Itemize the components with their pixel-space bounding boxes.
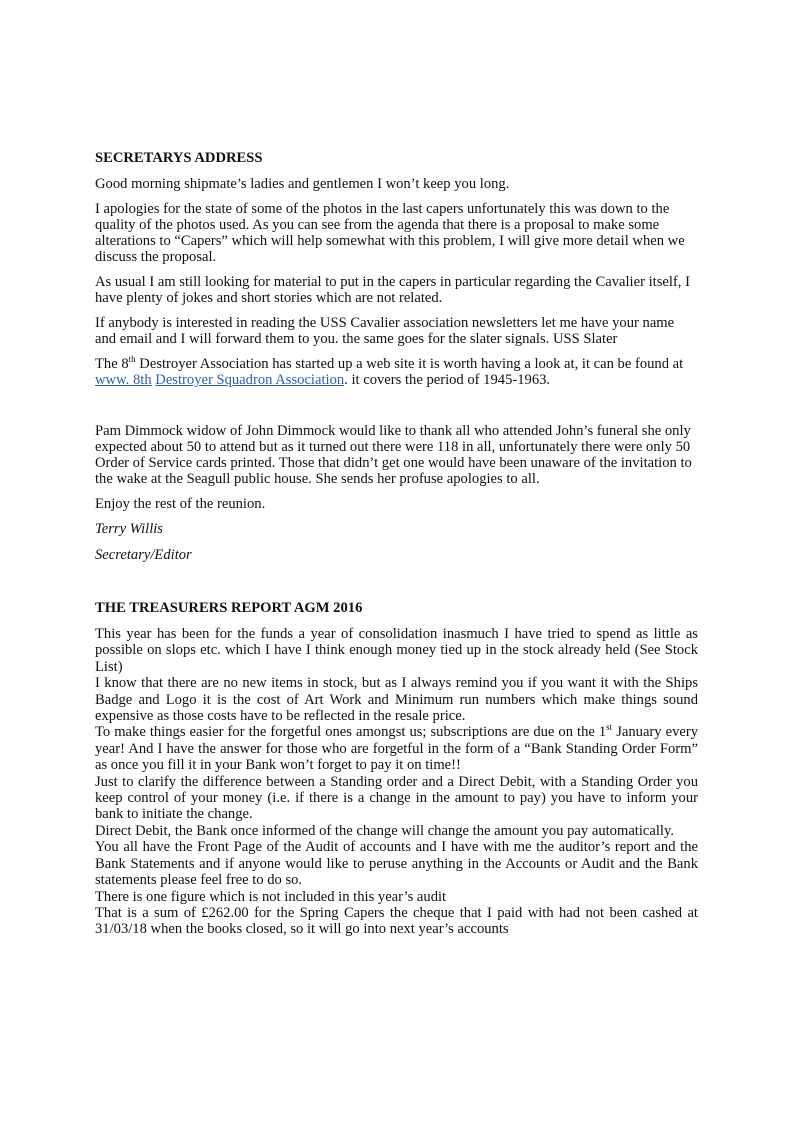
- website-paragraph: The 8th Destroyer Association has started up a web site it is worth having a look at, it can be found at www. 8th Destroyer Squadron Association. it covers the period of 1945-1963.: [95, 354, 684, 388]
- treasurer-line-1: This year has been for the funds a year of consolidation inasmuch I have tried to spend as little as possible on slops etc. which I have I think enough money tied up in the stock already held (See Stock List): [95, 626, 698, 675]
- treasurer-line-8: That is a sum of £262.00 for the Spring Capers the cheque that I paid with had not been cashed at 31/03/18 when the books closed, so it will go into next year’s accounts: [95, 904, 698, 938]
- website-link-part1[interactable]: www. 8th: [95, 372, 152, 388]
- treasurer-heading: THE TREASURERS REPORT AGM 2016: [95, 600, 363, 616]
- treasurer-line-5: Direct Debit, the Bank once informed of the change will change the amount you pay automatically.: [95, 822, 674, 839]
- signature-role: Secretary/Editor: [95, 547, 192, 563]
- dimmock-paragraph: Pam Dimmock widow of John Dimmock would like to thank all who attended John’s funeral she only expected about 50 to attend but as it turned out there were 118 in all, unfortunately there were only 50 Order of Service cards printed. Those that didn’t get one would have been unaware of the invitation to the wake at the Seagull public house. She sends her profuse apologies to all.: [95, 423, 692, 487]
- treasurer-section: [95, 600, 698, 938]
- photos-paragraph: I apologies for the state of some of the photos in the last capers unfortunately this was down to the quality of the photos used. As you can see from the agenda that there is a proposal to make some alterations to “Capers” which will help somewhat with this problem, I will give more detail when we discuss the proposal.: [95, 201, 685, 265]
- document-page: [95, 150, 698, 938]
- treasurer-line-7: There is one figure which is not included in this year’s audit: [95, 888, 447, 905]
- material-paragraph: As usual I am still looking for material to put in the capers in particular regarding the Cavalier itself, I have plenty of jokes and short stories which are not related.: [95, 274, 690, 306]
- treasurer-line-3: To make things easier for the forgetful ones amongst us; subscriptions are due on the 1st January every year! And I have the answer for those who are forgetful in the form of a “Bank Standing Order Form” as once you fill it in your Bank won’t forget to pay it on time!!: [95, 722, 699, 774]
- website-link-part2[interactable]: Destroyer Squadron Association: [155, 372, 345, 388]
- newsletters-paragraph: If anybody is interested in reading the USS Cavalier association newsletters let me have your name and email and I will forward them to you. the same goes for the slater signals. USS Slater: [95, 315, 675, 347]
- treasurer-line-4: Just to clarify the difference between a Standing order and a Direct Debit, with a Standing Order you keep control of your money (i.e. if there is a change in the amount to pay) you have to inform your bank to initiate the change.: [95, 773, 698, 823]
- secretary-section: [95, 150, 698, 563]
- signature-name: Terry Willis: [95, 521, 163, 537]
- treasurer-line-6: You all have the Front Page of the Audit of accounts and I have with me the auditor’s report and the Bank Statements and if anyone would like to peruse anything in the Accounts or Audit and the Bank statements please feel free to do so.: [95, 839, 698, 889]
- closing-paragraph: Enjoy the rest of the reunion.: [95, 496, 266, 512]
- greeting-paragraph: Good morning shipmate’s ladies and gentlemen I won’t keep you long.: [95, 176, 510, 192]
- treasurer-line-2: I know that there are no new items in stock, but as I always remind you if you want it with the Ships Badge and Logo it is the cost of Art Work and Minimum run numbers which make things sound expensive as those costs have to be reflected in the resale price.: [95, 675, 698, 725]
- secretary-heading: SECRETARYS ADDRESS: [95, 150, 263, 166]
